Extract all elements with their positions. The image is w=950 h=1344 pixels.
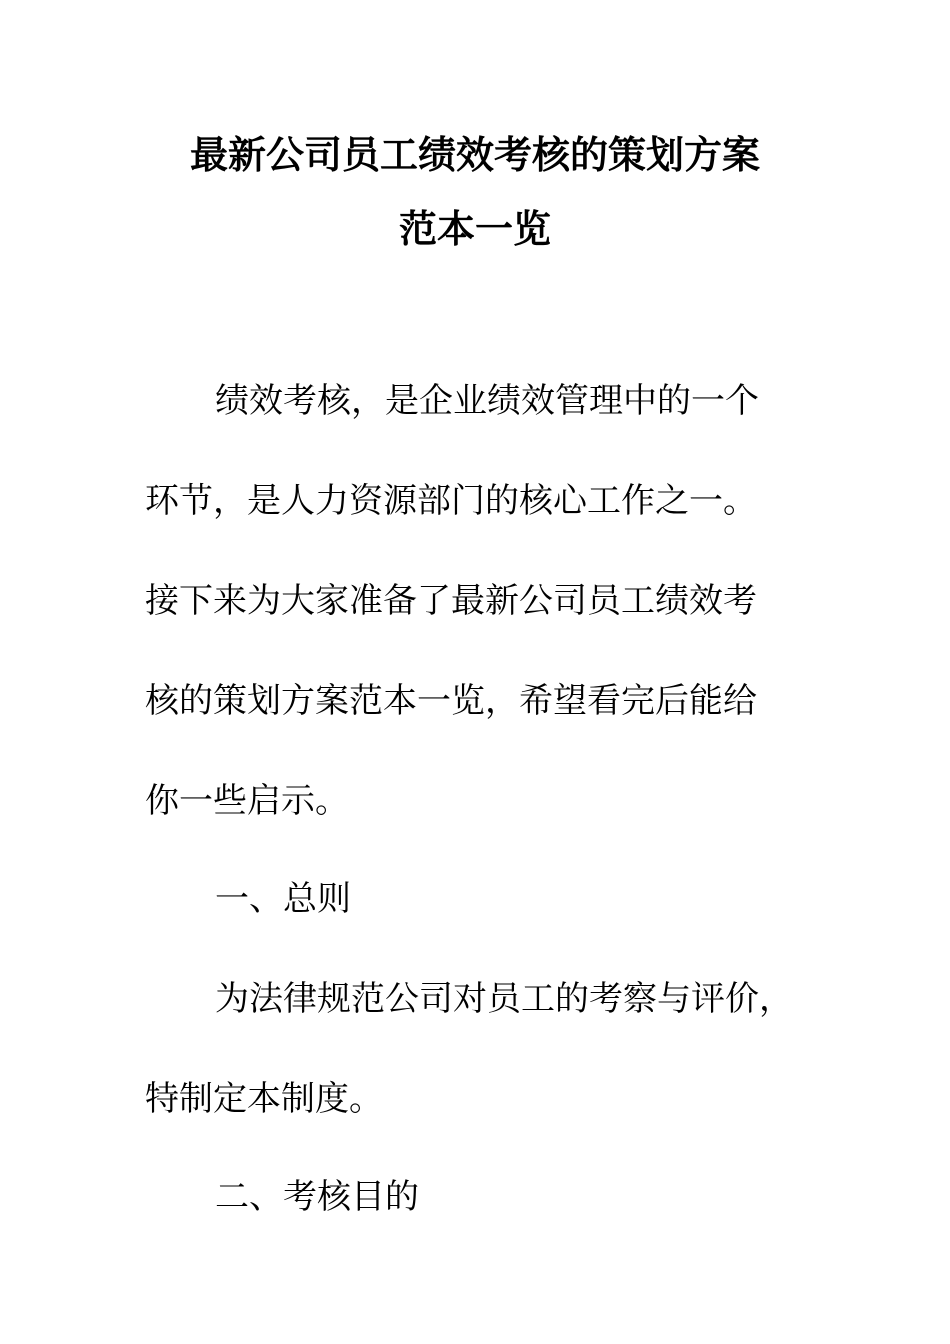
paragraph-line: 特制定本制度。 [145, 1079, 383, 1119]
paragraph-line: 环节，是人力资源部门的核心工作之一。 [145, 481, 757, 521]
paragraph-line: 你一些启示。 [145, 781, 349, 821]
document-title-line-2: 范本一览 [398, 206, 551, 251]
document-title-line-1: 最新公司员工绩效考核的策划方案 [189, 132, 760, 177]
paragraph-line: 核的策划方案范本一览，希望看完后能给 [145, 681, 757, 721]
section-heading: 二、考核目的 [215, 1177, 419, 1217]
paragraph-line: 接下来为大家准备了最新公司员工绩效考 [145, 581, 757, 621]
section-heading: 一、总则 [215, 879, 351, 919]
paragraph-line: 绩效考核，是企业绩效管理中的一个 [215, 381, 759, 421]
paragraph-line: 为法律规范公司对员工的考察与评价， [215, 979, 793, 1019]
